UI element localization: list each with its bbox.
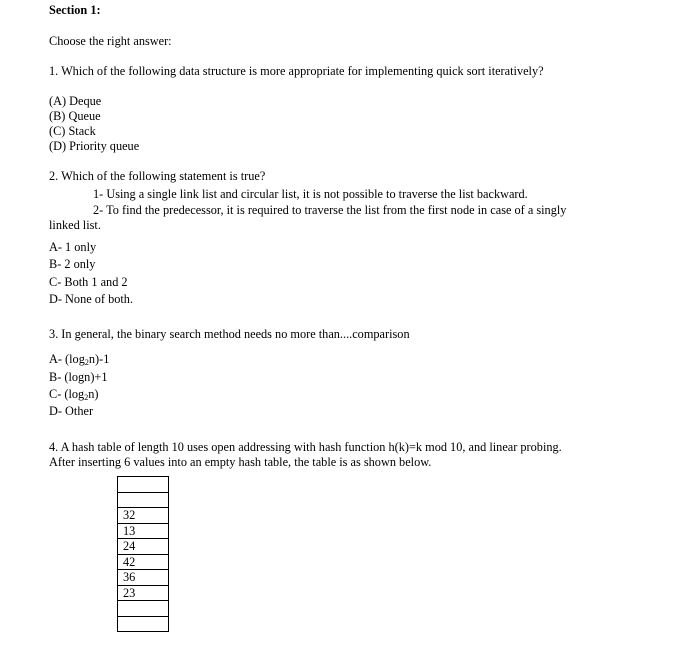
question-3-text: 3. In general, the binary search method needs no more than....comparison [49, 327, 410, 341]
q2-statement-continuation: linked list. [49, 218, 101, 232]
hash-slot-value: 36 [118, 570, 169, 586]
hash-slot-value [118, 477, 169, 493]
q2-statement-2: 2- To find the predecessor, it is required to traverse the list from the first node in case of a singly [93, 203, 567, 217]
hash-slot-8 [118, 601, 169, 617]
hash-slot-5 [118, 554, 169, 570]
hash-slot-value: 32 [118, 508, 169, 524]
hash-slot-9 [118, 616, 169, 632]
hash-slot-0 [118, 477, 169, 493]
hash-table [117, 476, 169, 632]
section-title: Section 1: [49, 3, 101, 17]
q1-option-d: (D) Priority queue [49, 139, 140, 153]
hash-slot-value: 23 [118, 585, 169, 601]
question-1-text: 1. Which of the following data structure is more appropriate for implementing quick sort iteratively? [49, 64, 544, 78]
hash-slot-value [118, 492, 169, 508]
q2-option-b: B- 2 only [49, 257, 96, 271]
question-2-text: 2. Which of the following statement is true? [49, 169, 266, 183]
question-4-text-line-2: After inserting 6 values into an empty hash table, the table is as shown below. [49, 455, 432, 469]
q2-option-a: A- 1 only [49, 240, 97, 254]
hash-slot-value: 13 [118, 523, 169, 539]
q3-option-c: C- $(\log_2n)$ [49, 387, 99, 402]
hash-slot-value: 24 [118, 539, 169, 555]
hash-slot-6 [118, 570, 169, 586]
q3-option-b: B- (logn)+1 [49, 370, 108, 384]
hash-slot-4 [118, 539, 169, 555]
q2-option-d: D- None of both. [49, 292, 134, 306]
q2-statement-1: 1- Using a single link list and circular list, it is not possible to traverse the list backward. [93, 187, 528, 201]
hash-slot-2 [118, 508, 169, 524]
question-4-text-line-1: 4. A hash table of length 10 uses open addressing with hash function h(k)=k mod 10, and linear probing. [49, 440, 562, 454]
instructions: Choose the right answer: [49, 34, 172, 48]
q1-option-b: (B) Queue [49, 109, 101, 123]
hash-slot-value [118, 616, 169, 632]
hash-slot-3 [118, 523, 169, 539]
hash-slot-value [118, 601, 169, 617]
hash-slot-value: 42 [118, 554, 169, 570]
q2-option-c: C- Both 1 and 2 [49, 275, 128, 289]
q3-option-d: D- Other [49, 404, 94, 418]
q1-option-c: (C) Stack [49, 124, 96, 138]
q1-option-a: (A) Deque [49, 94, 102, 108]
hash-slot-7 [118, 585, 169, 601]
hash-slot-1 [118, 492, 169, 508]
q3-option-a: A- $(\log_2n)-1$ [49, 352, 110, 367]
